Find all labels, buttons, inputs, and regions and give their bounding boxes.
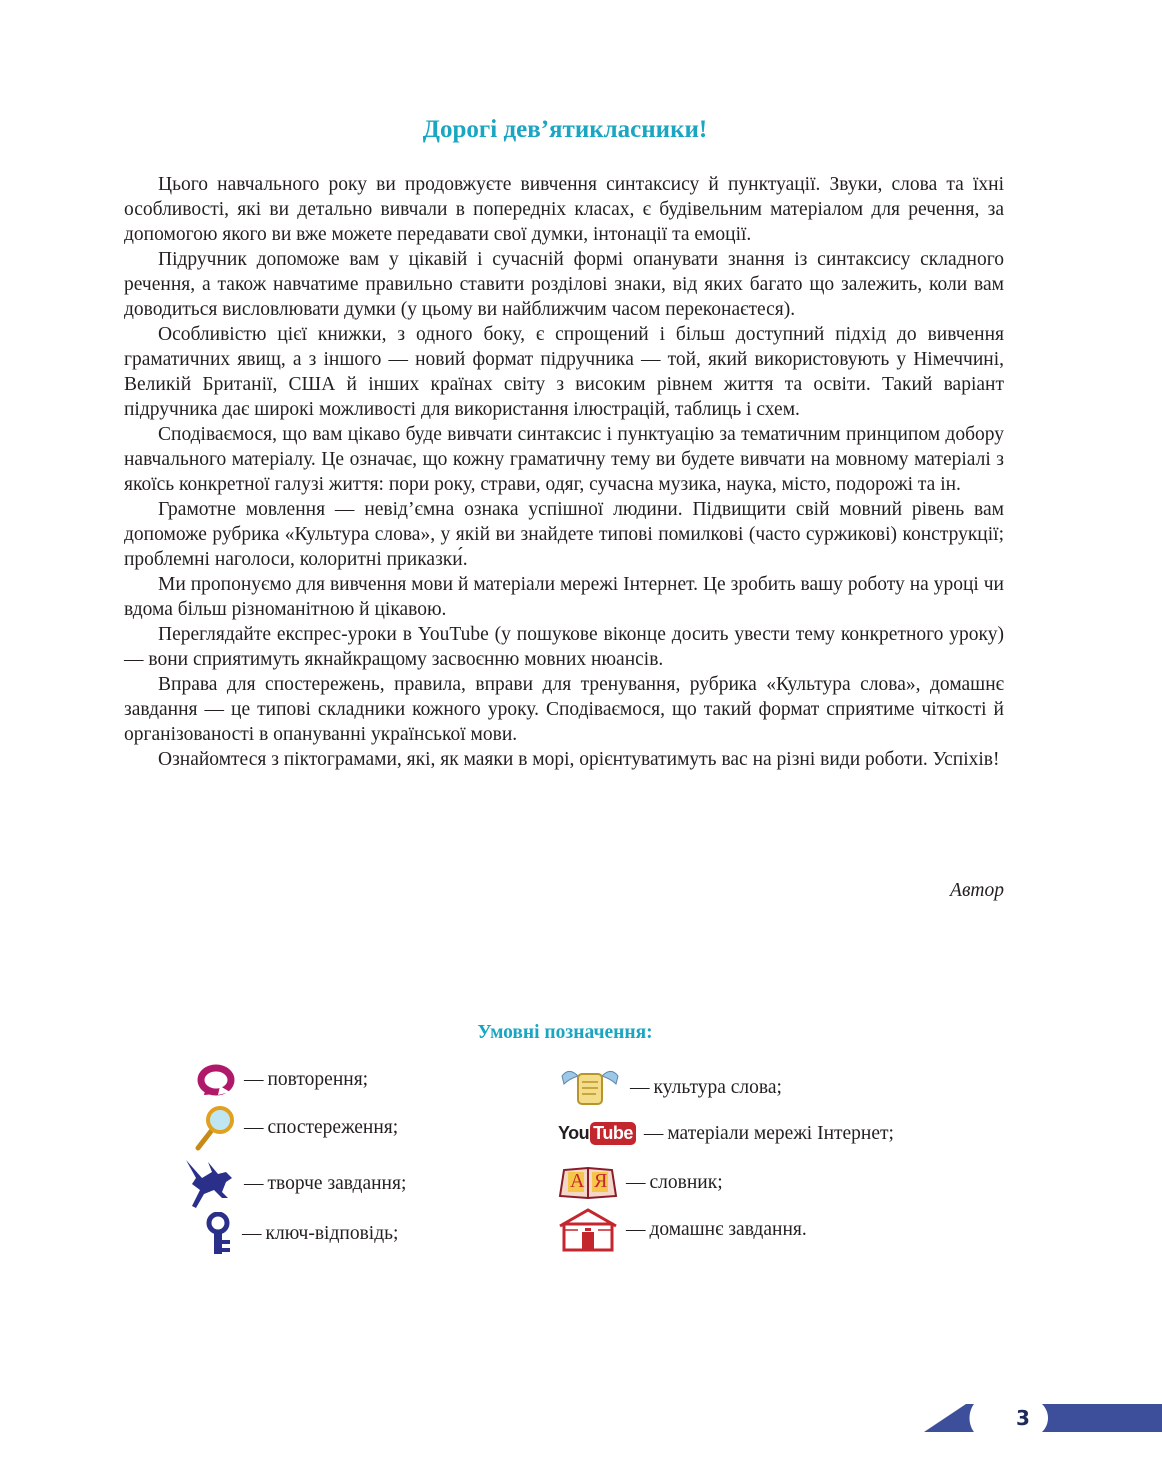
legend-dash: — xyxy=(244,1173,264,1194)
legend-item-dictionary xyxy=(558,1166,723,1200)
book-letter-ya: Я xyxy=(594,1170,608,1192)
legend-dash: — xyxy=(626,1172,646,1193)
paragraph: Ми пропонуємо для вивчення мови й матеріали мережі Інтернет. Це зробить вашу роботу на уроці чи вдома більш різноманітною й цікавою. xyxy=(124,574,1004,620)
page-tab-decoration xyxy=(924,1404,1162,1432)
author-signature: Автор xyxy=(950,880,1004,901)
magnifier-icon xyxy=(192,1104,236,1152)
legend-dash: — xyxy=(244,1069,264,1090)
legend-label: матеріали мережі Інтернет; xyxy=(667,1122,894,1144)
legend-item-culture xyxy=(558,1066,782,1110)
legend-dash: — xyxy=(643,1122,664,1144)
house-icon xyxy=(558,1208,618,1252)
paragraph: Сподіваємося, що вам цікаво буде вивчати синтаксис і пунктуацію за тематичним принципом добору навчального матеріалу. Це означає, що кожну граматичну тему ви будете вивчати на мовному матеріалі з якоїсь конкретної галузі життя: пори року, страви, одяг, сучасна музика, наука, місто, подорожі та ін. xyxy=(124,424,1004,495)
legend-label: домашнє завдання. xyxy=(649,1219,807,1240)
page-title: Дорогі дев’ятикласники! xyxy=(422,116,708,143)
legend-label: спостереження; xyxy=(267,1117,399,1138)
youtube-tube-text: Tube xyxy=(590,1122,636,1145)
repeat-icon xyxy=(196,1064,236,1096)
paragraph: Підручник допоможе вам у цікавій і сучасній формі опанувати знання із синтаксису складного речення, а також навчатиме правильно ставити розділові знаки, від яких багато що залежить, коли вам доводиться висловлювати думки (у цьому ви найближчим часом переконаєтеся). xyxy=(124,249,1004,320)
legend-title: Умовні позначення: xyxy=(477,1022,653,1043)
paragraph: Цього навчального року ви продовжуєте вивчення синтаксису й пунктуації. Звуки, слова та їхні особливості, які ви детально вивчали в попередніх класах, є будівельним матеріалом для речення, за допомогою якого ви вже можете передавати свої думки, інтонації та емоції. xyxy=(124,174,1004,245)
scroll-with-wings-icon xyxy=(558,1066,622,1110)
legend-dash: — xyxy=(244,1117,264,1138)
legend-label: словник; xyxy=(649,1172,723,1193)
dictionary-book-icon xyxy=(558,1166,618,1200)
youtube-you-text: You xyxy=(558,1123,590,1143)
legend-item-repeat xyxy=(196,1064,368,1096)
paragraph: Грамотне мовлення — невід’ємна ознака успішної людини. Підвищити свій мовний рівень вам допоможе рубрика «Культура слова», у якій ви знайдете типові помилкові (часто суржикові) конструкції; проблемні наголоси, колоритні приказки́. xyxy=(124,499,1004,570)
legend-label: ключ-відповідь; xyxy=(265,1223,399,1244)
legend-dash: — xyxy=(626,1219,646,1240)
legend-label: культура слова; xyxy=(653,1077,782,1098)
legend-item-creative xyxy=(182,1158,406,1210)
pegasus-icon xyxy=(182,1158,236,1210)
legend-label: творче завдання; xyxy=(267,1173,407,1194)
paragraph: Вправа для спостережень, правила, вправи для тренування, рубрика «Культура слова», домашнє завдання — це типові складники кожного уроку. Сподіваємося, що такий формат сприятиме чіткості й організованості в опануванні української мови. xyxy=(124,674,1004,745)
legend-dash: — xyxy=(630,1077,650,1098)
legend-label: повторення; xyxy=(267,1069,369,1090)
paragraph: Переглядайте експрес-уроки в YouTube (у пошукове віконце досить увести тему конкретного уроку) — вони сприятимуть якнайкращому засвоєнню мовних нюансів. xyxy=(124,624,1004,670)
page-number: 3 xyxy=(1016,1406,1030,1430)
legend-item-observation xyxy=(192,1104,398,1152)
key-icon xyxy=(202,1212,234,1256)
legend-item-internet xyxy=(558,1122,894,1145)
paragraph: Ознайомтеся з піктограмами, які, як маяки в морі, орієнтуватимуть вас на різні види роботи. Успіхів! xyxy=(158,749,1000,770)
book-letter-a: А xyxy=(570,1170,585,1192)
youtube-icon xyxy=(558,1122,636,1145)
legend-item-homework xyxy=(558,1208,807,1252)
legend-dash: — xyxy=(242,1223,262,1244)
intro-text xyxy=(124,172,1004,772)
legend-item-answer-key xyxy=(202,1212,398,1256)
paragraph: Особливістю цієї книжки, з одного боку, є спрощений і більш доступний підхід до вивчення граматичних явищ, а з іншого — новий формат підручника — той, який використовують у Німеччині, Великій Британії, США й інших країнах світу з високим рівнем життя та освіти. Такий варіант підручника дає широкі можливості для використання ілюстрацій, таблиць і схем. xyxy=(124,324,1004,420)
